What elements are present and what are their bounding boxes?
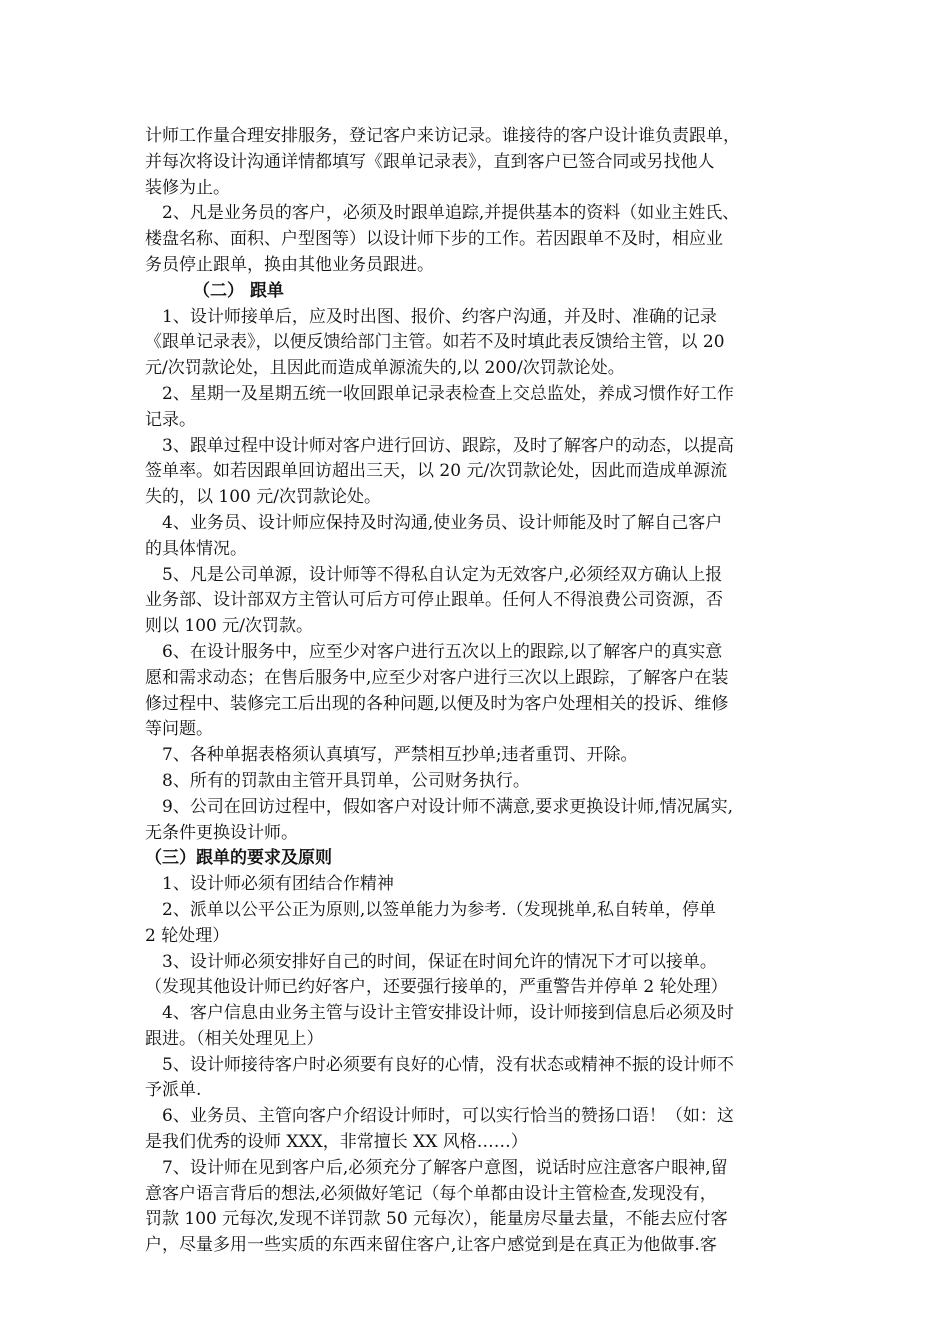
paragraph-line: 是我们优秀的设师 XXX，非常擅长 XX 风格……）	[145, 1132, 528, 1153]
paragraph	[145, 1156, 817, 1259]
paragraph-line: 《跟单记录表》，以便反馈给部门主管。如若不及时填此表反馈给主管，以 20	[145, 332, 725, 353]
paragraph-line: 户，尽量多用一些实质的东西来留住客户,让客户感觉到是在真正为他做事.客	[145, 1235, 717, 1256]
paragraph-line: 5、凡是公司单源，设计师等不得私自认定为无效客户,必须经双方确认上报	[162, 564, 723, 585]
paragraph	[145, 563, 817, 640]
paragraph-line: 失的，以 100 元/次罚款论处。	[145, 487, 381, 508]
paragraph-line: 跟进。（相关处理见上）	[145, 1028, 324, 1049]
paragraph	[145, 950, 817, 1002]
section-heading	[145, 846, 817, 872]
paragraph	[145, 795, 817, 847]
heading-text: （三）跟单的要求及原则	[145, 848, 332, 869]
paragraph-line: 业务部、设计部双方主管认可后方可停止跟单。任何人不得浪费公司资源，否	[145, 590, 723, 611]
paragraph	[145, 898, 817, 950]
paragraph	[145, 434, 817, 511]
paragraph-line: 意客户语言背后的想法,必须做好笔记（每个单都由设计主管检查,发现没有，	[145, 1183, 717, 1204]
paragraph-line: 7、各种单据表格须认真填写，严禁相互抄单;违者重罚、开除。	[162, 745, 638, 766]
paragraph-line: 6、在设计服务中，应至少对客户进行五次以上的跟踪,以了解客户的真实意	[162, 641, 723, 662]
paragraph-line: （发现其他设计师已约好客户，还要强行接单的，严重警告并停单 2 轮处理）	[145, 977, 728, 998]
paragraph	[145, 201, 817, 278]
paragraph	[145, 511, 817, 563]
paragraph-line: 予派单.	[145, 1080, 202, 1101]
paragraph-line: 务员停止跟单，换由其他业务员跟进。	[145, 254, 434, 275]
paragraph-line: 并每次将设计沟通详情都填写《跟单记录表》，直到客户已签合同或另找他人	[145, 151, 715, 172]
paragraph-line: 4、客户信息由业务主管与设计主管安排设计师，设计师接到信息后必须及时	[162, 1003, 734, 1024]
paragraph-line: 2、派单以公平公正为原则,以签单能力为参考.（发现挑单,私自转单，停单	[162, 899, 717, 920]
heading-text: （二） 跟单	[193, 280, 284, 301]
paragraph-line: 无条件更换设计师。	[145, 822, 298, 843]
paragraph-line: 1、设计师接单后，应及时出图、报价、约客户沟通，并及时、准确的记录	[162, 306, 717, 327]
paragraph	[145, 640, 817, 743]
paragraph-line: 装修为止。	[145, 177, 230, 198]
paragraph-line: 则以 100 元/次罚款。	[145, 616, 313, 637]
paragraph	[145, 872, 817, 898]
paragraph	[145, 743, 817, 769]
paragraph-line: 修过程中、装修完工后出现的各种问题,以便及时为客户处理相关的投诉、维修	[145, 693, 729, 714]
paragraph	[145, 1001, 817, 1053]
paragraph-line: 元/次罚款论处，且因此而造成单源流失的,以 200/次罚款论处。	[145, 358, 625, 379]
paragraph-line: 6、业务员、主管向客户介绍设计师时，可以实行恰当的赞扬口语！（如：这	[162, 1106, 734, 1127]
section-heading	[145, 279, 817, 305]
paragraph-line: 记录。	[145, 409, 196, 430]
paragraph-line: 9、公司在回访过程中，假如客户对设计师不满意,要求更换设计师,情况属实,	[162, 796, 734, 817]
paragraph-line: 7、设计师在见到客户后,必须充分了解客户意图，说话时应注意客户眼神,留	[162, 1157, 728, 1178]
paragraph-line: 4、业务员、设计师应保持及时沟通,使业务员、设计师能及时了解自己客户	[162, 512, 723, 533]
paragraph-line: 2、星期一及星期五统一收回跟单记录表检查上交总监处，养成习惯作好工作	[162, 383, 734, 404]
paragraph-line: 签单率。如若因跟单回访超出三天，以 20 元/次罚款论处，因此而造成单源流	[145, 461, 728, 482]
paragraph-line: 愿和需求动态；在售后服务中,应至少对客户进行三次以上跟踪，了解客户在装	[145, 667, 729, 688]
paragraph-line: 5、设计师接待客户时必须要有良好的心情，没有状态或精神不振的设计师不	[162, 1054, 734, 1075]
document-page	[145, 124, 817, 1259]
paragraph-line: 8、所有的罚款由主管开具罚单，公司财务执行。	[162, 770, 530, 791]
paragraph	[145, 1104, 817, 1156]
paragraph-line: 的具体情况。	[145, 538, 247, 559]
paragraph-line: 3、设计师必须安排好自己的时间，保证在时间允许的情况下才可以接单。	[162, 951, 717, 972]
paragraph	[145, 382, 817, 434]
paragraph-line: 1、设计师必须有团结合作精神	[162, 874, 394, 895]
paragraph	[145, 1053, 817, 1105]
paragraph-line: 计师工作量合理安排服务，登记客户来访记录。谁接待的客户设计谁负责跟单，	[145, 126, 740, 146]
paragraph-line: 2、凡是业务员的客户，必须及时跟单追踪,并提供基本的资料（如业主姓氏、	[162, 203, 740, 224]
paragraph	[145, 769, 817, 795]
paragraph-line: 等问题。	[145, 719, 213, 740]
paragraph	[145, 124, 817, 201]
paragraph-line: 2 轮处理）	[145, 925, 230, 946]
paragraph-line: 罚款 100 元每次,发现不详罚款 50 元每次），能量房尽量去量，不能去应付客	[145, 1209, 728, 1230]
paragraph-line: 楼盘名称、面积、户型图等）以设计师下步的工作。若因跟单不及时，相应业	[145, 229, 723, 250]
paragraph	[145, 305, 817, 382]
paragraph-line: 3、跟单过程中设计师对客户进行回访、跟踪，及时了解客户的动态，以提高	[162, 435, 734, 456]
